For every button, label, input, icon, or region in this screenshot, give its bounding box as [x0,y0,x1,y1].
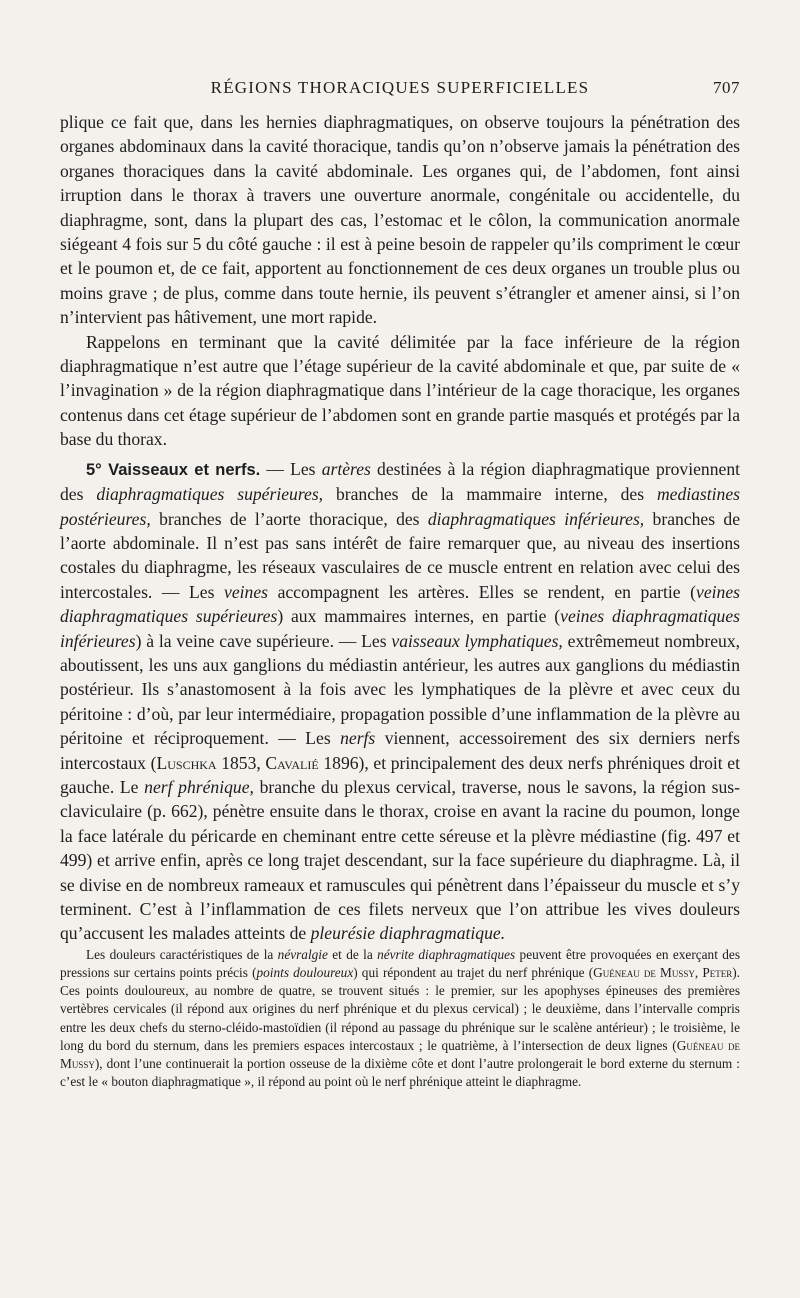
text: branches de l’aorte thoracique, des [150,508,428,529]
text: branche du plexus cervical, traverse, nous le savons, la région sus-claviculaire (p. 662), pénètre ensuite dans le thorax, croise en avant la racine du poumon, longe la face latérale du péricarde en cheminant entre cette séreuse et la plèvre médiastine (fig. 497 et 499) et arrive enfin, après ce long trajet descendant, sur la face supérieure du diaphragme. Là, il se divise en de nombreux rameaux et ramuscules qui pénètrent dans l’épaisseur du muscle et s’y terminent. C’est à l’inflammation de ces filets nerveux que l’on attribue les vives douleurs qu’accusent les malades atteints de [60,776,740,944]
text: et de la [327,946,378,962]
text: peuvent être provoquées en exerçant des pressions sur certains points précis ( [60,946,740,981]
text: ) à la veine cave supérieure. — Les [135,630,392,651]
section-heading: 5° Vaisseaux et nerfs. [86,460,261,479]
italic-term: mediastines postérieures, [60,484,741,529]
section-vessels-nerves [60,457,740,946]
italic-term: nerfs [340,728,376,749]
author-name: Luschka [156,752,217,773]
italic-term: veines diaphragmatiques supérieures [60,581,740,627]
italic-term: diaphragmatiques supérieures, [96,484,324,505]
text: viennent, accessoirement des six derniers nerfs intercostaux ( [60,728,741,773]
body-text [60,110,740,1091]
italic-term: névralgie [277,946,328,962]
running-title: RÉGIONS THORACIQUES SUPERFICIELLES [210,78,590,97]
text: branches de l’aorte abdominale. Il n’est pas sans intérêt de faire remarquer que, au niveau des insertions costales du diaphragme, les réseaux vasculaires de ce muscle entrent en relation avec celui des intercostales. — Les [60,508,741,602]
italic-term: nerf phrénique, [144,776,254,797]
author-name: Guéneau de Mussy [60,1037,740,1072]
running-header [60,78,740,102]
text: extrêmemeut nombreux, aboutissent, les uns aux ganglions du médiastin antérieur, les autres aux ganglions du médiastin postérieur. Ils s’anastomosent à la fois avec les lymphatiques de la plèvre et avec ceux du péritoine : d’où, par leur intermédiaire, propagation possible d’une inflammation de la plèvre au péritoine et réciproquement. — Les [60,630,741,749]
text: Les douleurs caractéristiques de la [86,946,278,962]
italic-term: diaphragmatiques inférieures, [427,508,645,529]
italic-term: artères [321,458,371,479]
text: accompagnent les artères. Elles se rendent, en partie ( [268,581,697,602]
text: ). Ces points douloureux, au nombre de quatre, se trouvent situés : le premier, sur les apophyses épineuses des premières vertèbres cervicales (il répond aux origines du nerf phrénique et du plexus cervical) ; le deuxième, dans l’intervalle compris entre les deux chefs du sterno-cléido-mastoïdien (il répond au passage du phrénique sur le scalène antérieur) ; le troisième, le long du bord du sternum, dans les premiers espaces intercostaux ; le quatrième, à l’intersection de deux lignes ( [60,965,740,1053]
text: destinées à la région diaphragmatique proviennent des [60,458,741,505]
italic-term: pleurésie diaphragmatique. [310,923,506,944]
paragraph-summary: Rappelons en terminant que la cavité délimitée par la face inférieure de la région diaphragmatique n’est autre que l’étage supérieur de la cavité abdominale et que, par suite de « l’invagination » de la région diaphragmatique dans l’intérieur de la cage thoracique, les organes contenus dans cet étage supérieur de l’abdomen sont en grande partie masqués et protégés par la base du thorax. [60,331,740,450]
author-name: Guéneau de Mussy, Peter [593,965,733,981]
text: 1896), et principalement des deux nerfs phréniques droit et gauche. Le [60,752,740,797]
italic-term: vaisseaux lymphatiques, [391,630,563,651]
text: branches de la mammaire interne, des [323,484,657,505]
italic-term: veines diaphragmatiques inférieures [60,606,740,651]
italic-term: névrite diaphragmatiques [377,946,516,962]
italic-term: veines [224,581,268,602]
text: — Les [260,458,322,479]
italic-term: points douloureux [256,965,354,981]
author-name: Cavalié [265,752,319,773]
text: ) qui répondent au trajet du nerf phrénique ( [353,965,594,981]
paragraph-hernia: plique ce fait que, dans les hernies diaphragmatiques, on observe toujours la pénétration des organes abdominaux dans la cavité thoracique, tandis qu’on n’observe jamais la pénétration des organes thoraciques dans la cavité abdominale. Les organes qui, de l’abdomen, font ainsi irruption dans le thorax à travers une ouverture anormale, congénitale ou accidentelle, du diaphragme, sont, dans la plupart des cas, l’estomac et le côlon, la communication anormale siégeant 4 fois sur 5 du côté gauche : il est à peine besoin de rappeler qu’ils compriment le cœur et le poumon et, de ce fait, apportent au fonctionnement de ces deux organes un trouble plus ou moins grave ; de plus, comme dans toute hernie, ils peuvent s’étrangler et amener ainsi, si l’on n’intervient pas hâtivement, une mort rapide. [60,112,740,328]
small-print-note [60,946,740,1092]
text: 1853, [216,752,266,773]
text: ) aux mammaires internes, en partie ( [277,606,561,627]
page-number: 707 [713,78,740,97]
text: ), dont l’une continuerait la portion osseuse de la dixième côte et dont l’autre prolongerait le bord externe du sternum : c’est le « bouton diaphragmatique », il répond au point où le nerf phrénique atteint le diaphragme. [60,1056,740,1090]
